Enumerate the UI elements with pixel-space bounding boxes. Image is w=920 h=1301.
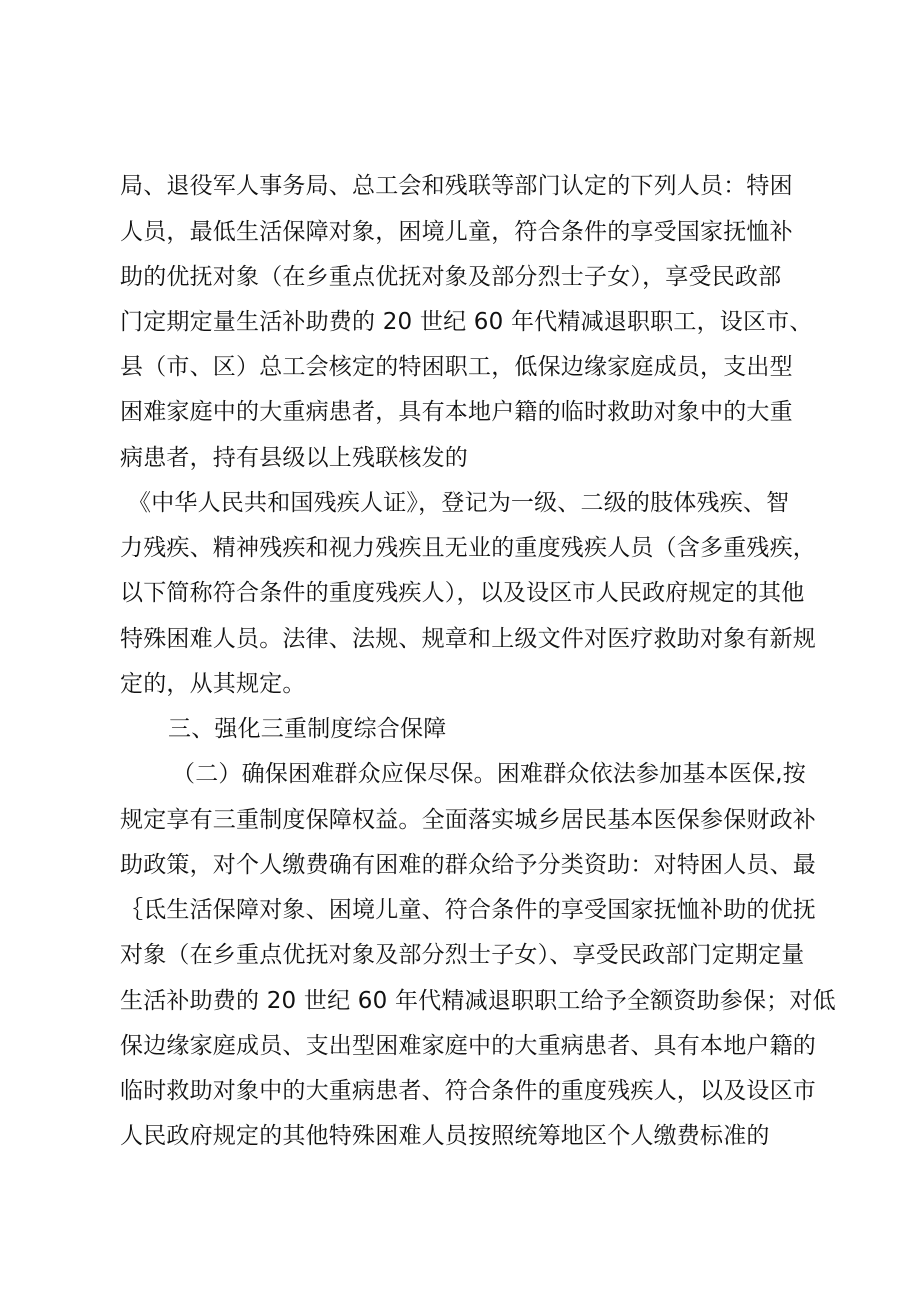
section-heading: 三、强化三重制度综合保障 <box>168 716 447 742</box>
text-line-18: 对象（在乡重点优抚对象及部分烈士子女）、享受民政部门定期定量 <box>120 942 805 968</box>
text-line-16: 助政策，对个人缴费确有困难的群众给予分类资助：对特困人员、最 <box>120 852 816 878</box>
text-line-12: 定的，从其规定。 <box>120 671 306 697</box>
text-line-21: 临时救助对象中的大重病患者、符合条件的重度残疾人，以及设区市 <box>120 1078 816 1104</box>
text-line-3: 助的优抚对象（在乡重点优抚对象及部分烈士子女），享受民政部 <box>120 264 782 290</box>
text-line-17: ｛氐生活保障对象、困境儿童、符合条件的享受国家抚恤补助的优抚 <box>120 897 816 923</box>
text-line-22: 人民政府规定的其他特殊困难人员按照统筹地区个人缴费标准的 <box>120 1123 770 1149</box>
text-line-2: 人员，最低生活保障对象，困境儿童，符合条件的享受国家抚恤补 <box>120 219 793 245</box>
text-line-6: 困难家庭中的大重病患者，具有本地户籍的临时救助对象中的大重 <box>120 399 793 425</box>
subsection-heading-line: （二）确保困难群众应保尽保。困难群众依法参加基本医保,按 <box>172 761 806 787</box>
text-line-1: 局、退役军人事务局、总工会和残联等部门认定的下列人员：特困 <box>120 173 793 199</box>
text-line-10: 以下简称符合条件的重度残疾人），以及设区市人民政府规定的其他 <box>120 580 805 606</box>
text-line-7: 病患者，持有县级以上残联核发的 <box>120 445 468 471</box>
text-line-19: 生活补助费的 20 世纪 60 年代精减退职职工给予全额资助参保；对低 <box>120 988 836 1014</box>
text-line-11: 特殊困难人员。法律、法规、规章和上级文件对医疗救助对象有新规 <box>120 626 816 652</box>
text-line-8: 《中华人民共和国残疾人证》，登记为一级、二级的肢体残疾、智 <box>128 490 790 516</box>
text-line-4: 门定期定量生活补助费的 20 世纪 60 年代精减退职职工，设区市、 <box>120 309 813 335</box>
text-line-9: 力残疾、精神残疾和视力残疾且无业的重度残疾人员（含多重残疾， <box>120 535 816 561</box>
text-line-20: 保边缘家庭成员、支出型困难家庭中的大重病患者、具有本地户籍的 <box>120 1033 816 1059</box>
text-line-15: 规定享有三重制度保障权益。全面落实城乡居民基本医保参保财政补 <box>120 807 816 833</box>
text-line-5: 县（市、区）总工会核定的特困职工，低保边缘家庭成员，支出型 <box>120 354 793 380</box>
